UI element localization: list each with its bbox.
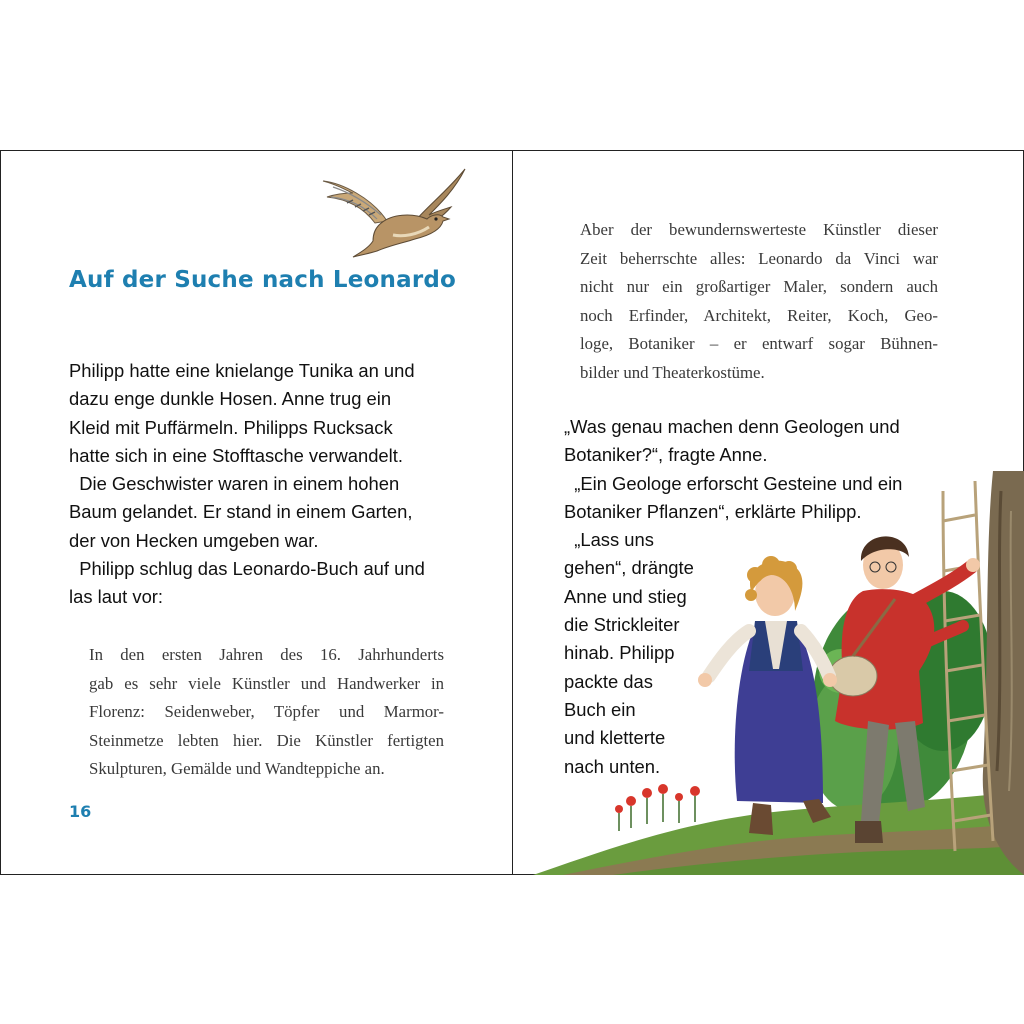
excerpt-line: loge, Botaniker – er entwarf sogar Bühnen- xyxy=(580,334,938,353)
excerpt-line: In den ersten Jahren des 16. Jahrhunderts xyxy=(89,645,444,664)
flower-icon xyxy=(615,784,700,813)
story-line: nach unten. xyxy=(564,755,661,777)
story-line: „Ein Geologe erforscht Gesteine und ein xyxy=(564,472,903,494)
story-line: packte das xyxy=(564,670,653,692)
bird-illustration xyxy=(317,163,469,259)
excerpt-line: Zeit beherrschte alles: Leonardo da Vinci war xyxy=(580,248,938,268)
story-line: Philipp schlug das Leonardo-Buch auf und xyxy=(69,558,425,580)
story-line: Buch ein xyxy=(564,698,636,720)
story-line: die Strickleiter xyxy=(564,614,680,636)
story-line: gehen“, drängte xyxy=(564,557,694,579)
excerpt-line: nicht nur ein großartiger Maler, sondern auch xyxy=(580,277,938,296)
book-excerpt-left xyxy=(89,641,444,784)
excerpt-line: gab es sehr viele Künstler und Handwerker in xyxy=(89,673,444,693)
right-page xyxy=(513,151,1024,874)
story-line: und kletterte xyxy=(564,727,666,749)
excerpt-line: bilder und Theaterkostüme. xyxy=(580,362,765,382)
chapter-title: Auf der Suche nach Leonardo xyxy=(69,267,457,293)
book-spread xyxy=(0,150,1024,875)
story-line: Kleid mit Puffärmeln. Philipps Rucksack xyxy=(69,416,393,438)
excerpt-line: noch Erfinder, Architekt, Reiter, Koch, Geo- xyxy=(580,305,938,325)
left-page xyxy=(0,151,513,874)
excerpt-line: Florenz: Seidenweber, Töpfer und Marmor- xyxy=(89,702,444,721)
story-line: hinab. Philipp xyxy=(564,642,675,664)
story-line: Botaniker?“, fragte Anne. xyxy=(564,444,768,466)
story-line: Philipp hatte eine knielange Tunika an und xyxy=(69,360,415,381)
excerpt-line: Skulpturen, Gemälde und Wandteppiche an. xyxy=(89,759,385,778)
story-line: las laut vor: xyxy=(69,586,164,608)
story-line: dazu enge dunkle Hosen. Anne trug ein xyxy=(69,388,392,410)
story-text-left xyxy=(69,357,425,612)
story-line: Botaniker Pflanzen“, erklärte Philipp. xyxy=(564,500,862,522)
page-number: 16 xyxy=(69,802,92,821)
story-line: der von Hecken umgeben war. xyxy=(69,529,319,551)
story-text-right xyxy=(564,413,902,781)
excerpt-line: Steinmetze lebten hier. Die Künstler fertigten xyxy=(89,730,444,750)
story-line: „Was genau machen denn Geologen und xyxy=(564,416,900,437)
story-line: Die Geschwister waren in einem hohen xyxy=(69,473,400,495)
excerpt-line: Aber der bewundernswerteste Künstler dieser xyxy=(580,220,938,239)
story-line: Baum gelandet. Er stand in einem Garten, xyxy=(69,501,413,523)
story-line: Anne und stieg xyxy=(564,585,687,607)
book-excerpt-right xyxy=(580,216,938,387)
story-line: „Lass uns xyxy=(564,529,654,551)
story-line: hatte sich in eine Stofftasche verwandelt. xyxy=(69,444,403,466)
